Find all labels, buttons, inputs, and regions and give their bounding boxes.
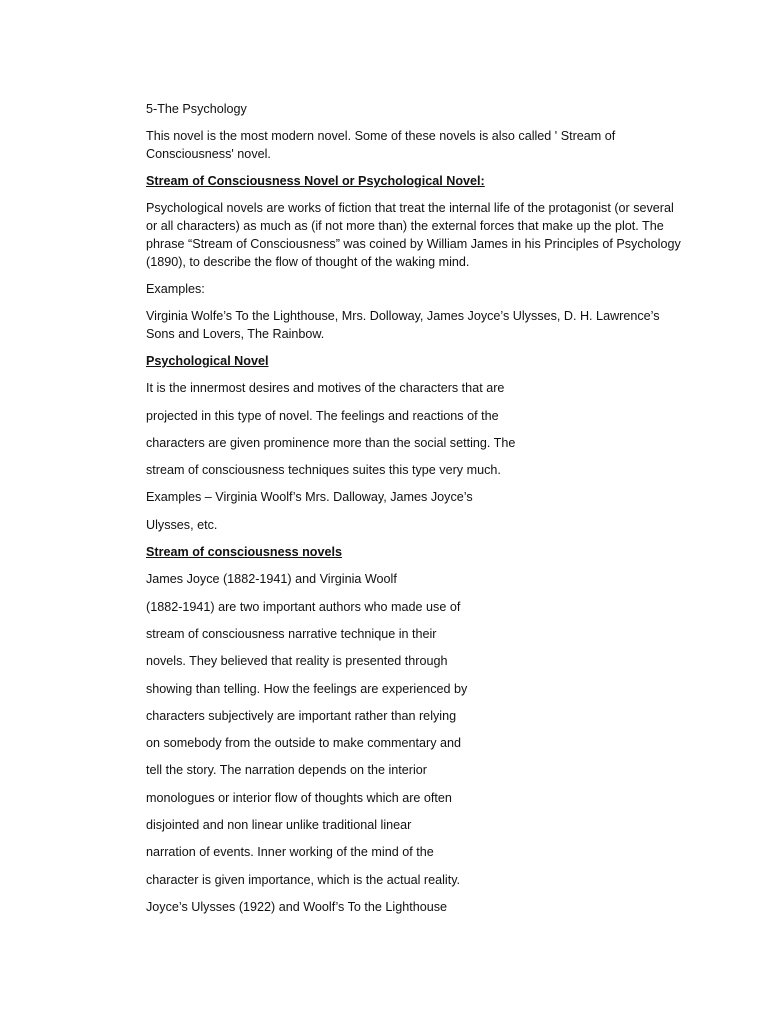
- section-heading-psychological-novel: Psychological Novel: [146, 354, 269, 368]
- text-line: Examples – Virginia Woolf’s Mrs. Dalloway, James Joyce’s: [146, 490, 473, 505]
- examples-label: Examples:: [146, 282, 205, 296]
- document-title: 5-The Psychology: [146, 102, 247, 116]
- text-line: on somebody from the outside to make commentary and: [146, 736, 462, 751]
- text-line: James Joyce (1882-1941) and Virginia Woolf: [146, 572, 397, 587]
- text-line: stream of consciousness narrative technique in their: [146, 626, 437, 641]
- text-line: (1882-1941) are two important authors who made use of: [146, 599, 461, 614]
- text-line: stream of consciousness techniques suites this type very much.: [146, 463, 501, 478]
- section-psychological-novel: [146, 352, 686, 543]
- document-page: [146, 100, 686, 925]
- text-line: projected in this type of novel. The feelings and reactions of the: [146, 408, 499, 423]
- text-line: novels. They believed that reality is presented through: [146, 654, 448, 669]
- text-line: Joyce’s Ulysses (1922) and Woolf’s To the Lighthouse: [146, 899, 448, 914]
- text-line: character is given importance, which is the actual reality.: [146, 872, 461, 887]
- section-body-psychological-definition: Psychological novels are works of fiction that treat the internal life of the protagonist (or several or all characters) as much as (if not more than) the external forces that make up the plot. The phrase “Stream of Consciousness” was coined by William James in his Principles of Psychology (1890), to describe the flow of thought of the waking mind.: [146, 201, 681, 269]
- section-heading-stream-or-psychological: Stream of Consciousness Novel or Psychological Novel:: [146, 174, 485, 188]
- text-line: characters subjectively are important rather than relying: [146, 708, 457, 723]
- text-line: disjointed and non linear unlike traditional linear: [146, 818, 412, 833]
- text-line: Ulysses, etc.: [146, 517, 218, 532]
- section-stream-of-consciousness-novels: [146, 543, 686, 925]
- text-line: narration of events. Inner working of the mind of the: [146, 845, 434, 860]
- text-line: showing than telling. How the feelings are experienced by: [146, 681, 468, 696]
- intro-paragraph: This novel is the most modern novel. Some of these novels is also called ' Stream of Consciousness' novel.: [146, 129, 616, 161]
- text-line: It is the innermost desires and motives of the characters that are: [146, 381, 505, 396]
- text-line: characters are given prominence more than the social setting. The: [146, 435, 516, 450]
- section-heading-stream-novels: Stream of consciousness novels: [146, 545, 342, 560]
- text-line: tell the story. The narration depends on the interior: [146, 763, 427, 778]
- text-line: monologues or interior flow of thoughts which are often: [146, 790, 452, 805]
- examples-paragraph: Virginia Wolfe’s To the Lighthouse, Mrs. Dolloway, James Joyce’s Ulysses, D. H. Lawrence’s Sons and Lovers, The Rainbow.: [146, 309, 660, 341]
